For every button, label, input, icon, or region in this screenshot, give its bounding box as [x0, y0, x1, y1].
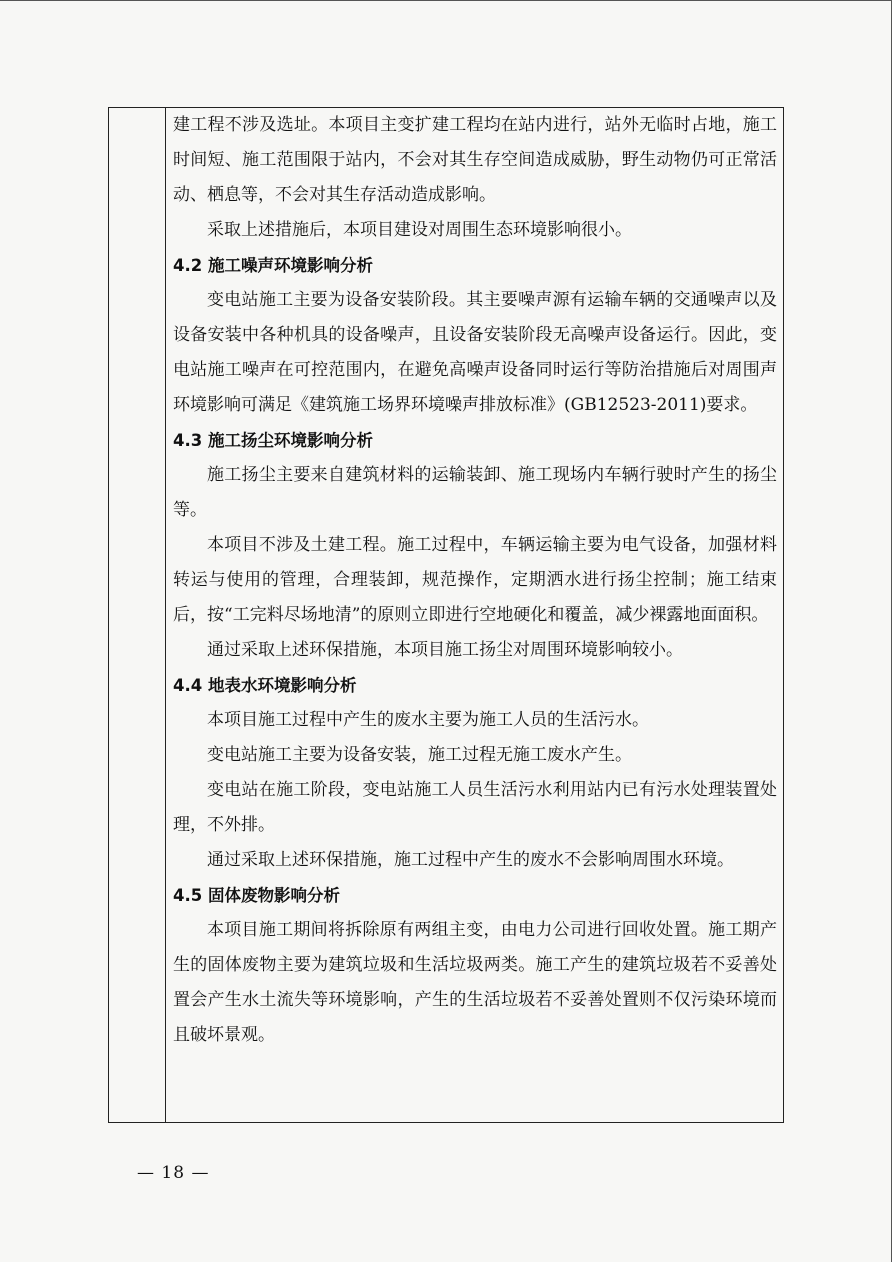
report-table	[108, 107, 784, 1123]
table-label-column	[109, 108, 166, 1122]
page-top-border	[0, 0, 892, 1]
section-heading: 4.2 施工噪声环境影响分析	[173, 256, 373, 275]
body-paragraph: 本项目不涉及土建工程。施工过程中，车辆运输主要为电气设备，加强材料转运与使用的管理，合理装卸，规范操作，定期洒水进行扬尘控制；施工结束后，按“工完料尽场地清”的原则立即进行空地硬化和覆盖，减少裸露地面面积。	[173, 535, 777, 625]
body-paragraph: 变电站施工主要为设备安装，施工过程无施工废水产生。	[207, 745, 632, 765]
body-paragraph: 本项目施工过程中产生的废水主要为施工人员的生活污水。	[207, 710, 649, 730]
body-paragraph: 通过采取上述环保措施，施工过程中产生的废水不会影响周围水环境。	[207, 850, 734, 870]
table-content-cell	[173, 108, 777, 1053]
section-heading: 4.3 施工扬尘环境影响分析	[173, 431, 373, 450]
body-paragraph: 变电站在施工阶段，变电站施工人员生活污水利用站内已有污水处理装置处理，不外排。	[173, 780, 777, 835]
body-paragraph: 建工程不涉及选址。本项目主变扩建工程均在站内进行，站外无临时占地，施工时间短、施工范围限于站内，不会对其生存空间造成威胁，野生动物仍可正常活动、栖息等，不会对其生存活动造成影响。	[173, 115, 777, 205]
body-paragraph: 变电站施工主要为设备安装阶段。其主要噪声源有运输车辆的交通噪声以及设备安装中各种机具的设备噪声，且设备安装阶段无高噪声设备运行。因此，变电站施工噪声在可控范围内，在避免高噪声设备同时运行等防治措施后对周围声环境影响可满足《建筑施工场界环境噪声排放标准》(GB12523-2011)要求。	[173, 290, 777, 415]
body-paragraph: 采取上述措施后，本项目建设对周围生态环境影响很小。	[207, 220, 632, 240]
page-number: — 18 —	[137, 1163, 210, 1183]
body-paragraph: 通过采取上述环保措施，本项目施工扬尘对周围环境影响较小。	[207, 640, 683, 660]
section-heading: 4.5 固体废物影响分析	[173, 886, 340, 905]
body-paragraph: 施工扬尘主要来自建筑材料的运输装卸、施工现场内车辆行驶时产生的扬尘等。	[173, 465, 777, 520]
section-heading: 4.4 地表水环境影响分析	[173, 676, 357, 695]
body-paragraph: 本项目施工期间将拆除原有两组主变，由电力公司进行回收处置。施工期产生的固体废物主要为建筑垃圾和生活垃圾两类。施工产生的建筑垃圾若不妥善处置会产生水土流失等环境影响，产生的生活垃圾若不妥善处置则不仅污染环境而且破坏景观。	[173, 920, 777, 1045]
